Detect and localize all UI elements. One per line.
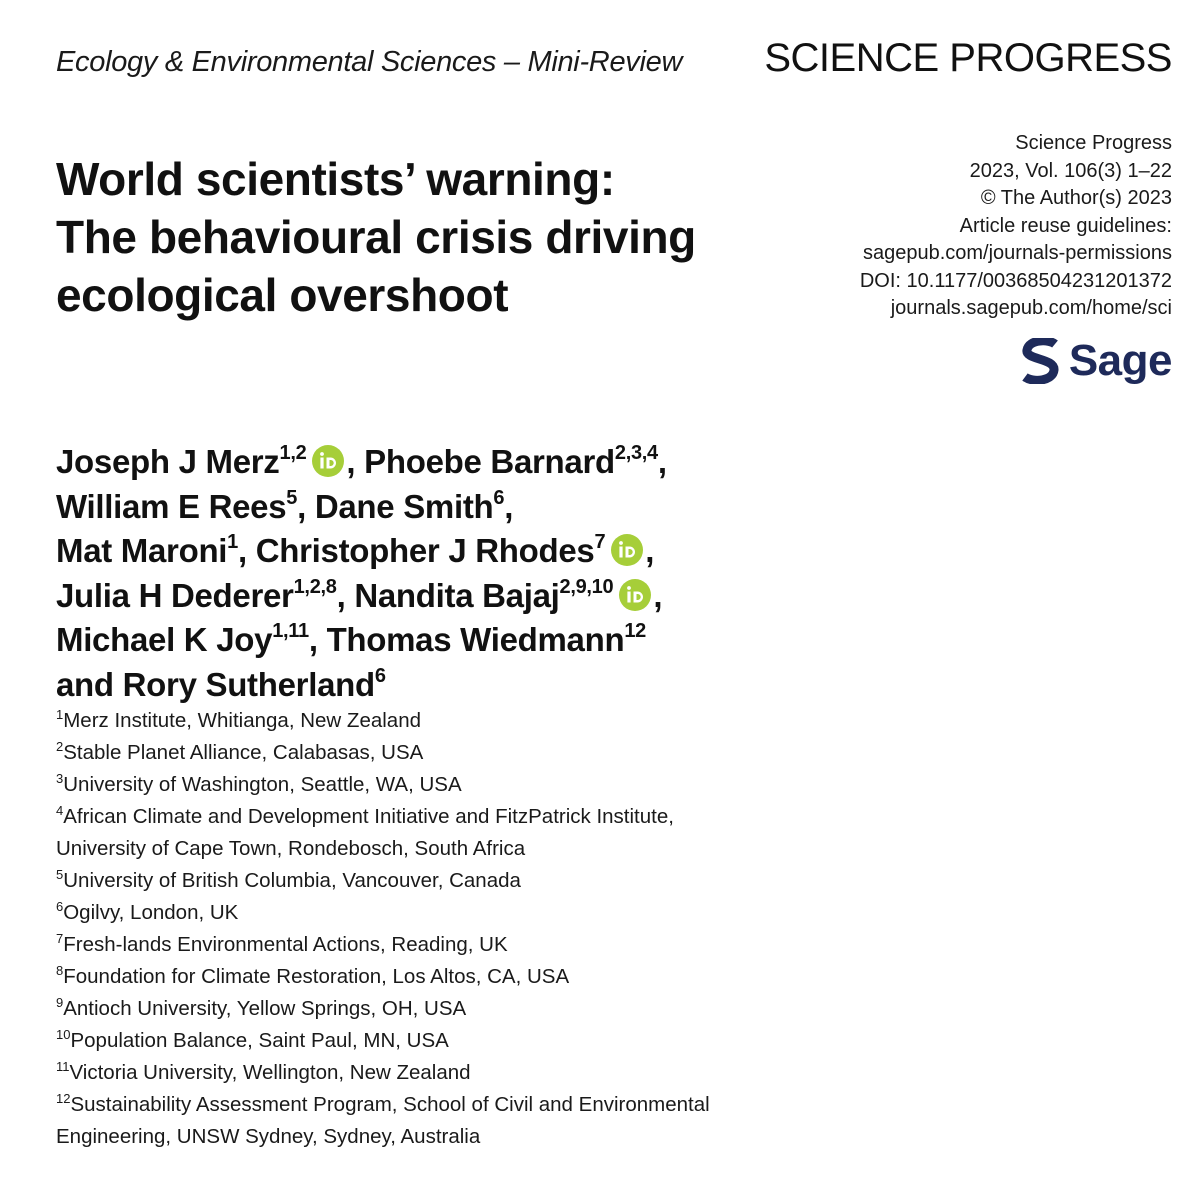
author-affiliation-marker: 5 <box>286 486 298 509</box>
author-affiliation-marker: 2,3,4 <box>614 442 658 464</box>
meta-doi[interactable]: DOI: 10.1177/00368504231201372 <box>859 269 1172 292</box>
journal-title: SCIENCE PROGRESS <box>764 36 1172 80</box>
title-line-3: ecological overshoot <box>56 269 509 321</box>
affiliation-number: 8 <box>56 963 64 978</box>
affiliation-list <box>56 705 816 1153</box>
affiliation-text: University of British Columbia, Vancouver, Canada <box>63 869 521 892</box>
orcid-icon[interactable] <box>611 534 643 566</box>
orcid-icon[interactable] <box>619 579 651 611</box>
affiliation-number: 1 <box>56 707 64 722</box>
author-separator: , <box>645 532 655 569</box>
affiliation-number: 9 <box>56 995 64 1010</box>
meta-journal: Science Progress <box>1015 132 1172 154</box>
affiliation-text: University of Washington, Seattle, WA, USA <box>63 773 462 796</box>
title-line-2: The behavioural crisis driving <box>56 211 696 263</box>
author-separator: , <box>238 532 256 569</box>
author-name[interactable]: Joseph J Merz <box>56 443 280 480</box>
affiliation-text: Antioch University, Yellow Springs, OH, USA <box>63 997 467 1020</box>
author-name[interactable]: Michael K Joy <box>56 621 273 658</box>
affiliation-number: 12 <box>56 1091 71 1106</box>
author-separator: , <box>346 443 365 480</box>
header-category: Ecology & Environmental Sciences – Mini-Review <box>56 46 683 78</box>
affiliation-item <box>56 1057 816 1089</box>
affiliation-item <box>56 1025 816 1057</box>
author-name[interactable]: Mat Maroni <box>56 532 228 569</box>
author-affiliation-marker: 1,11 <box>272 620 309 642</box>
author-separator: , <box>308 621 327 658</box>
affiliation-item <box>56 993 816 1025</box>
affiliation-text: Ogilvy, London, UK <box>63 901 239 924</box>
meta-copyright: © The Author(s) 2023 <box>980 187 1172 209</box>
author-separator: , <box>504 487 514 525</box>
author-separator: , <box>336 576 355 614</box>
affiliation-text: Fresh-lands Environmental Actions, Reading, UK <box>63 933 508 956</box>
article-meta <box>860 130 1172 323</box>
affiliation-number: 3 <box>56 771 64 786</box>
affiliation-text: Population Balance, Saint Paul, MN, USA <box>70 1029 449 1052</box>
author-affiliation-marker: 2,9,10 <box>559 575 614 598</box>
author-list <box>56 440 856 707</box>
affiliation-text: African Climate and Development Initiative and FitzPatrick Institute, <box>63 805 674 828</box>
author-name[interactable]: Phoebe Barnard <box>364 443 615 480</box>
author-affiliation-marker: 12 <box>624 620 646 642</box>
affiliation-item <box>56 961 816 993</box>
author-affiliation-marker: 1,2 <box>279 442 307 464</box>
article-title <box>56 150 796 324</box>
author-separator: , <box>653 576 663 614</box>
affiliation-item <box>56 865 816 897</box>
author-name[interactable]: and Rory Sutherland <box>56 665 375 703</box>
meta-volume: 2023, Vol. 106(3) 1–22 <box>969 159 1172 182</box>
author-name[interactable]: Dane Smith <box>314 487 494 525</box>
affiliation-number: 4 <box>56 803 64 818</box>
author-name[interactable]: Nandita Bajaj <box>354 576 560 614</box>
affiliation-text: Victoria University, Wellington, New Zealand <box>69 1061 471 1084</box>
orcid-icon[interactable] <box>312 445 344 477</box>
affiliation-item <box>56 769 816 801</box>
author-name[interactable]: Christopher J Rhodes <box>255 532 595 569</box>
affiliation-item <box>56 929 816 961</box>
author-affiliation-marker: 6 <box>374 664 386 687</box>
meta-home-link[interactable]: journals.sagepub.com/home/sci <box>890 297 1172 319</box>
meta-reuse-link[interactable]: sagepub.com/journals-permissions <box>862 242 1172 264</box>
author-separator: , <box>657 443 667 480</box>
affiliation-item <box>56 705 816 737</box>
affiliation-text: Foundation for Climate Restoration, Los Altos, CA, USA <box>63 965 570 988</box>
sage-wordmark: Sage <box>1068 336 1172 385</box>
author-affiliation-marker: 1 <box>227 531 238 553</box>
affiliation-number: 5 <box>56 867 64 882</box>
affiliation-item <box>56 1089 816 1121</box>
affiliation-text: Sustainability Assessment Program, School of Civil and Environmental <box>70 1093 710 1116</box>
affiliation-text: Stable Planet Alliance, Calabasas, USA <box>63 741 424 764</box>
author-affiliation-marker: 1,2,8 <box>293 575 337 598</box>
affiliation-number: 7 <box>56 931 64 946</box>
affiliation-number: 2 <box>56 739 64 754</box>
author-name[interactable]: Thomas Wiedmann <box>326 621 625 658</box>
affiliation-item <box>56 897 816 929</box>
meta-reuse: Article reuse guidelines: <box>959 214 1172 237</box>
author-affiliation-marker: 7 <box>594 531 606 553</box>
affiliation-number: 6 <box>56 899 64 914</box>
author-separator: , <box>297 487 315 525</box>
author-name[interactable]: William E Rees <box>56 487 287 525</box>
affiliation-number: 11 <box>56 1059 70 1074</box>
author-affiliation-marker: 6 <box>493 486 505 509</box>
affiliation-text-continued: University of Cape Town, Rondebosch, South Africa <box>56 837 526 860</box>
author-name[interactable]: Julia H Dederer <box>56 576 294 614</box>
title-line-1: World scientists’ warning: <box>56 153 615 205</box>
sage-s-icon <box>1021 338 1061 384</box>
sage-logo <box>1021 336 1172 386</box>
affiliation-text-continued: Engineering, UNSW Sydney, Sydney, Australia <box>56 1125 481 1148</box>
affiliation-text: Merz Institute, Whitianga, New Zealand <box>63 709 422 732</box>
affiliation-item <box>56 801 816 833</box>
affiliation-item <box>56 737 816 769</box>
affiliation-number: 10 <box>56 1027 71 1042</box>
